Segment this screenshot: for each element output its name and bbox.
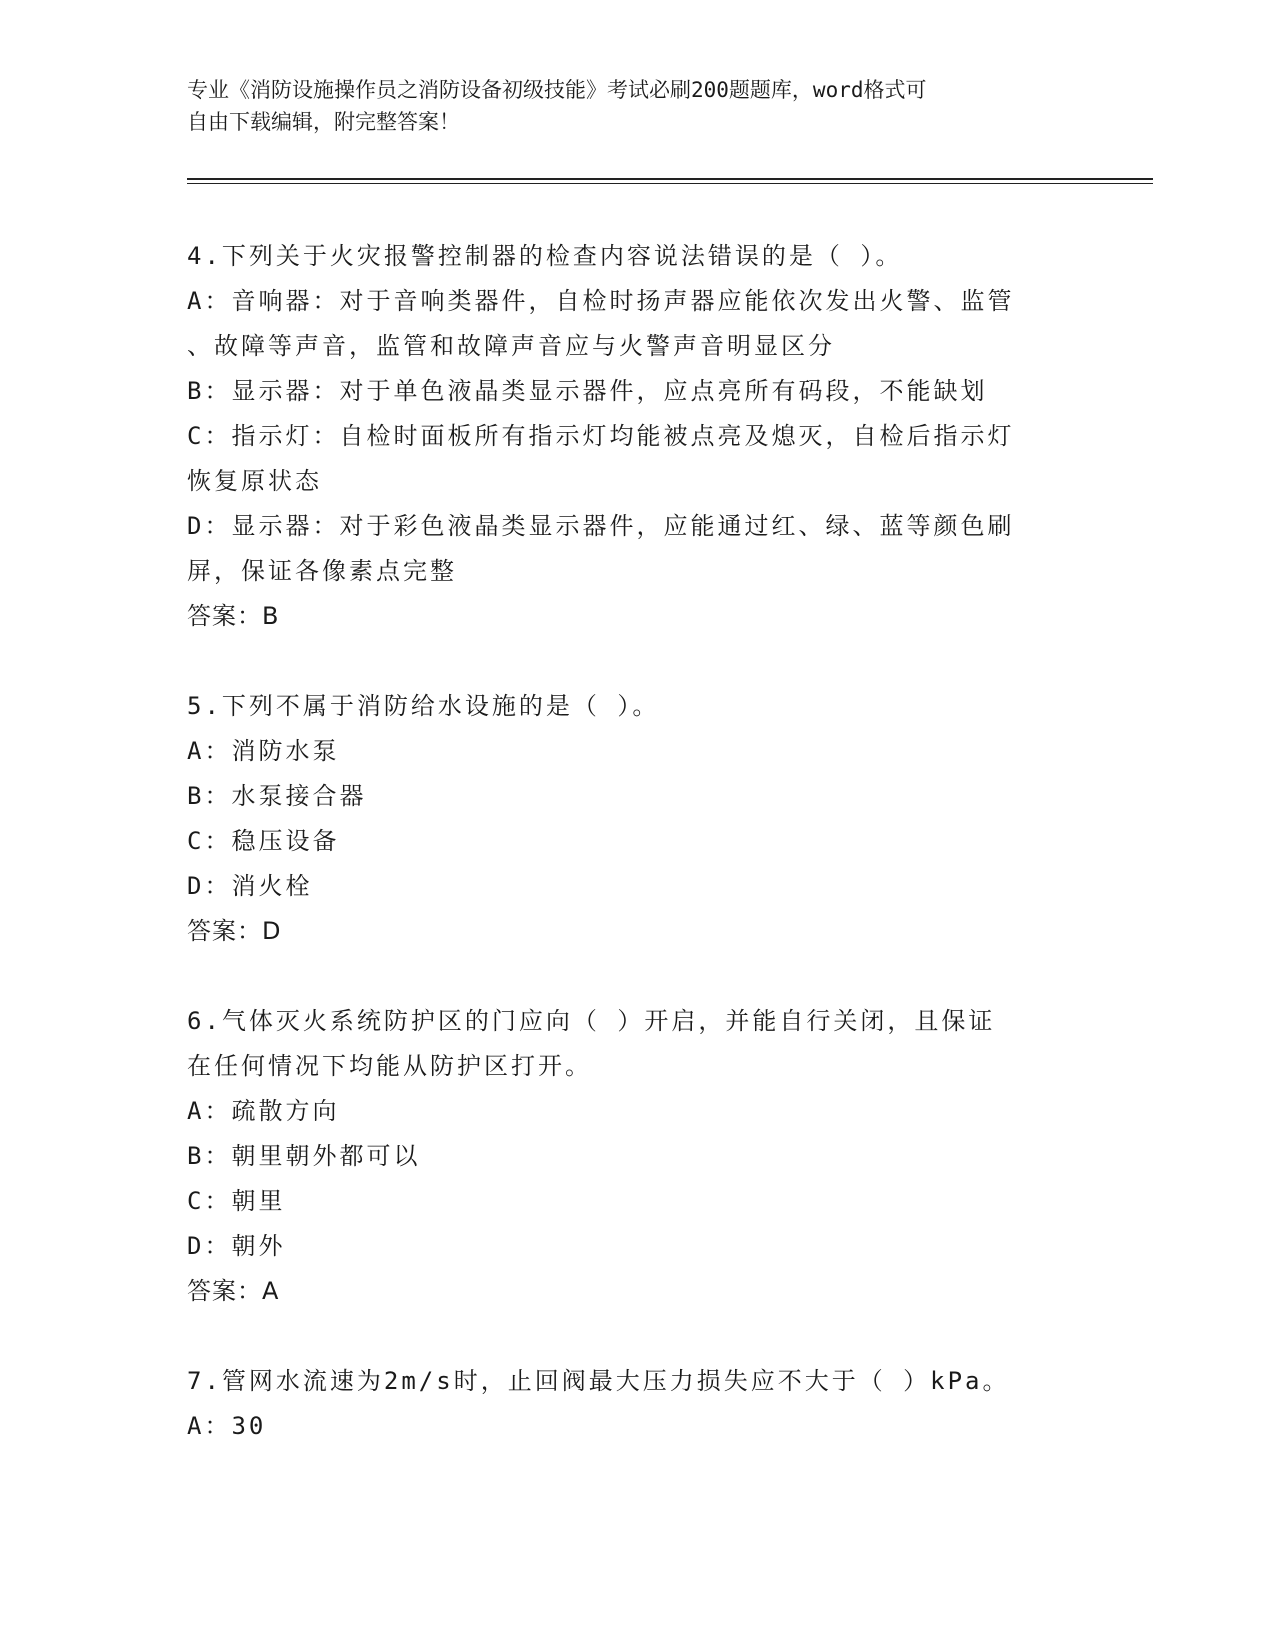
question-title: 5.下列不属于消防给水设施的是（ ）。 (187, 692, 660, 720)
option-a: A：音响器：对于音响类器件，自检时扬声器应能依次发出火警、监管 、故障等声音，监管和故障声音应与火警声音明显区分 (187, 287, 1015, 360)
header-line-1: 专业《消防设施操作员之消防设备初级技能》考试必刷200题题库，word格式可 (187, 78, 927, 102)
question-7 (187, 1359, 1087, 1449)
option-a: A：疏散方向 (187, 1097, 340, 1125)
question-list (187, 234, 1087, 1449)
option-d: D：朝外 (187, 1232, 286, 1260)
answer: 答案：D (187, 917, 282, 945)
header-divider-thick (187, 178, 1153, 180)
option-c: C：朝里 (187, 1187, 286, 1215)
question-4 (187, 234, 1087, 639)
question-5 (187, 684, 1087, 954)
document-header (187, 74, 1067, 138)
option-b: B：水泵接合器 (187, 782, 367, 810)
question-title: 6.气体灭火系统防护区的门应向（ ）开启，并能自行关闭，且保证 在任何情况下均能从防护区打开。 (187, 1007, 996, 1080)
header-divider-thin (187, 183, 1153, 184)
option-c: C：指示灯：自检时面板所有指示灯均能被点亮及熄灭，自检后指示灯 恢复原状态 (187, 422, 1015, 495)
question-6 (187, 999, 1087, 1314)
option-d: D：显示器：对于彩色液晶类显示器件，应能通过红、绿、蓝等颜色刷 屏，保证各像素点完整 (187, 512, 1015, 585)
option-b: B：朝里朝外都可以 (187, 1142, 421, 1170)
option-a: A：30 (187, 1412, 267, 1440)
answer: 答案：A (187, 1277, 280, 1305)
question-title: 4.下列关于火灾报警控制器的检查内容说法错误的是（ ）。 (187, 242, 903, 270)
option-c: C：稳压设备 (187, 827, 340, 855)
option-a: A：消防水泵 (187, 737, 340, 765)
header-line-2: 自由下载编辑，附完整答案！ (187, 110, 460, 134)
option-d: D：消火栓 (187, 872, 313, 900)
answer: 答案：B (187, 602, 280, 630)
question-title: 7.管网水流速为2m/s时，止回阀最大压力损失应不大于（ ）kPa。 (187, 1367, 1010, 1395)
option-b: B：显示器：对于单色液晶类显示器件，应点亮所有码段，不能缺划 (187, 377, 988, 405)
